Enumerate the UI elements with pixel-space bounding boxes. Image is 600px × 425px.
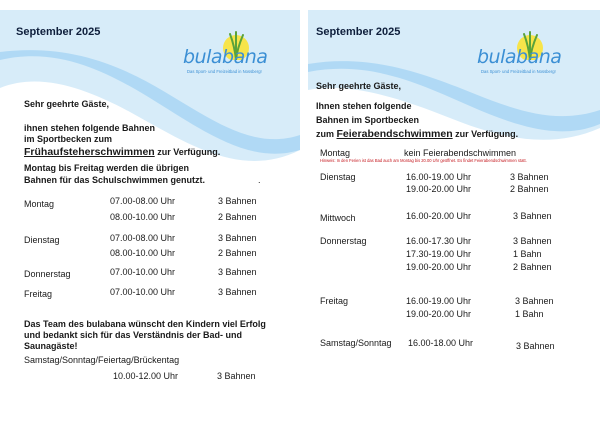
weekend-lanes: 3 Bahnen bbox=[217, 371, 256, 381]
lane-count: 1 Bahn bbox=[515, 309, 544, 319]
intro-line-2: im Sportbecken zum bbox=[24, 134, 113, 144]
time-slot: 07.00-10.00 Uhr bbox=[110, 267, 176, 277]
time-slot: 08.00-10.00 Uhr bbox=[110, 248, 176, 258]
time-slot: 16.00-20.00 Uhr bbox=[406, 211, 472, 221]
lane-count: 3 Bahnen bbox=[218, 233, 257, 243]
time-slot: 07.00-08.00 Uhr bbox=[110, 196, 176, 206]
time-slot: 19.00-20.00 Uhr bbox=[406, 262, 472, 272]
team-line-1: Das Team des bulabana wünscht den Kindern viel Erfolg bbox=[24, 319, 266, 329]
time-slot: 07.00-10.00 Uhr bbox=[110, 287, 176, 297]
lane-count: 3 Bahnen bbox=[513, 211, 552, 221]
lane-count: 2 Bahnen bbox=[513, 262, 552, 272]
program-suffix: zur Verfügung. bbox=[455, 129, 519, 139]
lane-count: 3 Bahnen bbox=[516, 341, 555, 351]
program-line bbox=[24, 147, 220, 158]
lane-count: 3 Bahnen bbox=[510, 172, 549, 182]
lane-count: 3 Bahnen bbox=[218, 287, 257, 297]
day-label: Freitag bbox=[320, 296, 349, 306]
logo-wordmark: bulabana bbox=[477, 46, 562, 68]
team-line-2: und bedankt sich für das Verständnis der Bad- und bbox=[24, 330, 243, 340]
lane-count: 2 Bahnen bbox=[510, 184, 549, 194]
day-label: Montag bbox=[24, 199, 55, 209]
day-label: Freitag bbox=[24, 289, 53, 299]
note-line-2: Bahnen für das Schulschwimmen genutzt. bbox=[24, 175, 206, 185]
day-label: Montag bbox=[320, 148, 351, 158]
time-slot: 16.00-18.00 Uhr bbox=[408, 338, 474, 348]
bulabana-logo bbox=[183, 20, 293, 80]
day-label: Donnerstag bbox=[320, 236, 367, 246]
logo-wordmark: bulabana bbox=[183, 46, 268, 68]
time-slot: 19.00-20.00 Uhr bbox=[406, 184, 472, 194]
time-slot: 16.00-19.00 Uhr bbox=[406, 296, 472, 306]
lane-count: 2 Bahnen bbox=[218, 248, 257, 258]
program-title: Frühaufsteherschwimmen bbox=[24, 146, 155, 158]
holiday-notice: Hinweis: In den Ferien ist das Bad auch am Montag bis 20.00 Uhr geöffnet. Es findet Feierabendschwimmen statt. bbox=[320, 158, 527, 163]
time-slot: 07.00-08.00 Uhr bbox=[110, 233, 176, 243]
lane-count: 1 Bahn bbox=[513, 249, 542, 259]
program-prefix: zum bbox=[316, 129, 334, 139]
day-label: Samstag/Sonntag bbox=[320, 338, 392, 348]
flyer-feierabend bbox=[300, 0, 600, 425]
time-slot: 16.00-17.30 Uhr bbox=[406, 236, 472, 246]
time-slot: 16.00-19.00 Uhr bbox=[406, 172, 472, 182]
greeting: Sehr geehrte Gäste, bbox=[316, 81, 402, 91]
note-line-1: Montag bis Freitag werden die übrigen bbox=[24, 163, 190, 173]
bulabana-logo bbox=[477, 20, 587, 80]
day-label: Donnerstag bbox=[24, 269, 71, 279]
day-label: Mittwoch bbox=[320, 213, 356, 223]
intro-line-2: Bahnen im Sportbecken bbox=[316, 115, 420, 125]
lane-count: 3 Bahnen bbox=[515, 296, 554, 306]
month-title: September 2025 bbox=[16, 26, 101, 38]
program-suffix: zur Verfügung. bbox=[157, 147, 221, 157]
time-slot: 08.00-10.00 Uhr bbox=[110, 212, 176, 222]
logo-subtitle: Das Sport- und Freizeitbad in Nossberg! bbox=[481, 69, 556, 74]
monday-note: kein Feierabendschwimmen bbox=[404, 148, 517, 158]
weekend-label: Samstag/Sonntag/Feiertag/Brückentag bbox=[24, 355, 180, 365]
time-slot: 19.00-20.00 Uhr bbox=[406, 309, 472, 319]
logo-subtitle: Das Sport- und Freizeitbad in Nossberg! bbox=[187, 69, 262, 74]
team-line-3: Saunagäste! bbox=[24, 341, 78, 351]
stray-dot: . bbox=[258, 175, 261, 185]
month-title: September 2025 bbox=[316, 26, 401, 38]
lane-count: 3 Bahnen bbox=[218, 267, 257, 277]
intro-line-1: Ihnen stehen folgende bbox=[316, 101, 412, 111]
program-title: Feierabendschwimmen bbox=[336, 128, 453, 140]
lane-count: 3 Bahnen bbox=[513, 236, 552, 246]
greeting: Sehr geehrte Gäste, bbox=[24, 99, 110, 109]
lane-count: 2 Bahnen bbox=[218, 212, 257, 222]
day-label: Dienstag bbox=[24, 235, 60, 245]
program-line bbox=[316, 129, 518, 140]
day-label: Dienstag bbox=[320, 172, 356, 182]
time-slot: 17.30-19.00 Uhr bbox=[406, 249, 472, 259]
weekend-time: 10.00-12.00 Uhr bbox=[113, 371, 179, 381]
lane-count: 3 Bahnen bbox=[218, 196, 257, 206]
intro-line-1: ihnen stehen folgende Bahnen bbox=[24, 123, 156, 133]
